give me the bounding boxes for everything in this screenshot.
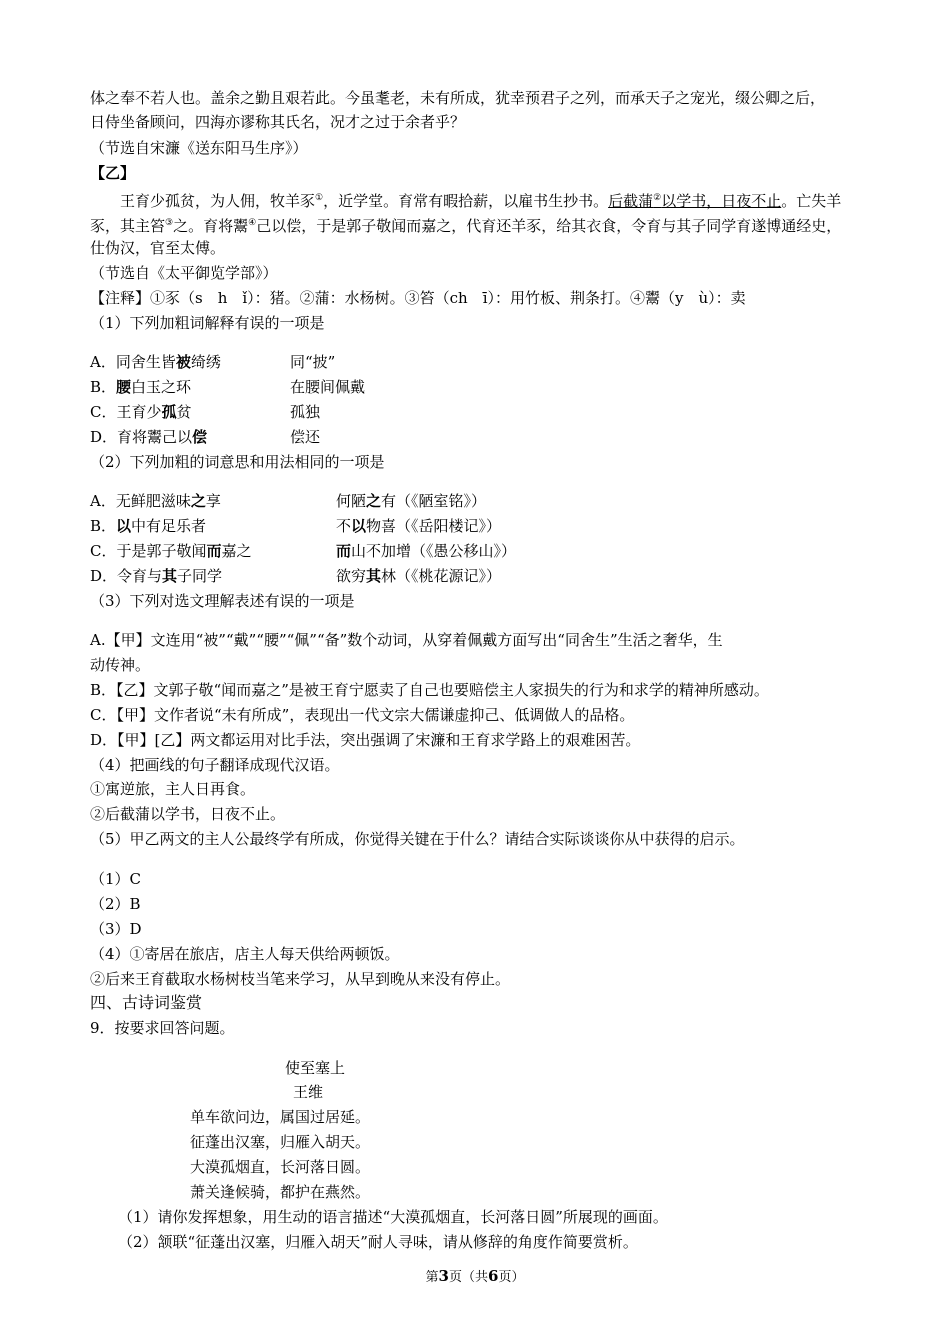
section-heading: 四、古诗词鉴赏 <box>90 993 203 1012</box>
poem-line-1: 单车欲问边，属国过居延。 <box>190 1108 371 1126</box>
yi-source: （节选自《太平御览学部》） <box>90 264 278 282</box>
question-4-sentence-2: ②后截蒲以学书，日夜不止。 <box>90 805 286 823</box>
question-9-stem: 9．按要求回答问题。 <box>90 1019 235 1037</box>
poem-title: 使至塞上 <box>285 1059 346 1077</box>
question-3-option-b: B．【乙】文郭子敬“闻而嘉之”是被王育宁愿卖了自己也要赔偿主人家损失的行为和求学的精神所感动。 <box>90 681 769 699</box>
yi-paragraph-line-2: 豕，其主笞③之。育将鬻④己以偿，于是郭子敬闻而嘉之，代育还羊豕，给其衣食，令育与其子同学育遂博通经史， <box>90 217 842 235</box>
question-1-option-c: C．王育少孤贫 孤独 <box>90 403 321 421</box>
question-3-option-a-line-2: 动传神。 <box>90 656 151 674</box>
poem-question-2: （2）颔联“征蓬出汉塞，归雁入胡天”耐人寻味，请从修辞的角度作简要赏析。 <box>118 1233 638 1251</box>
page-footer: 第3页（共6页） <box>425 1267 525 1285</box>
question-1-stem: （1）下列加粗词解释有误的一项是 <box>90 314 325 332</box>
question-3-stem: （3）下列对选文理解表述有误的一项是 <box>90 592 355 610</box>
question-2-option-c: C．于是郭子敬闻而嘉之 而山不加增（《愚公移山》） <box>90 542 517 560</box>
page-number: 3 <box>438 1267 449 1285</box>
jia-source: （节选自宋濂《送东阳马生序》） <box>90 139 308 157</box>
poem-author: 王维 <box>293 1083 324 1101</box>
question-3-option-a-line-1: A.【甲】文连用“被”“戴”“腰”“佩”“备”数个动词，从穿着佩戴方面写出“同舍生”生活之奢华，生 <box>90 631 723 649</box>
yi-heading: 【乙】 <box>90 164 136 182</box>
question-2-stem: （2）下列加粗的词意思和用法相同的一项是 <box>90 453 385 471</box>
poem-question-1: （1）请你发挥想象，用生动的语言描述“大漠孤烟直，长河落日圆”所展现的画面。 <box>118 1208 668 1226</box>
answer-2: （2）B <box>90 895 141 913</box>
answer-1: （1）C <box>90 870 142 888</box>
poem-line-3: 大漠孤烟直，长河落日圆。 <box>190 1158 371 1176</box>
question-2-option-b: B．以中有足乐者 不以物喜（《岳阳楼记》） <box>90 517 502 535</box>
question-5-stem: （5）甲乙两文的主人公最终学有所成，你觉得关键在于什么？请结合实际谈谈你从中获得的启示。 <box>90 830 745 848</box>
question-4-sentence-1: ①寓逆旅，主人日再食。 <box>90 780 256 798</box>
question-1-option-a: A．同舍生皆被绮绣 同“披” <box>90 353 336 371</box>
question-4-stem: （4）把画线的句子翻译成现代汉语。 <box>90 756 340 774</box>
total-pages: 6 <box>488 1267 499 1285</box>
yi-paragraph-line-1: 王育少孤贫，为人佣，牧羊豕①，近学堂。育常有暇拾薪，以雇书生抄书。后截蒲②以学书，日夜不止。亡失羊 <box>120 192 842 210</box>
yi-paragraph-line-3: 仕伪汉，官至太傅。 <box>90 239 226 257</box>
jia-text-line-2: 日侍坐备顾问，四海亦谬称其氏名，况才之过于余者乎？ <box>90 113 466 131</box>
question-1-option-b: B．腰白玉之环 在腰间佩戴 <box>90 378 366 396</box>
answer-3: （3）D <box>90 920 142 938</box>
question-3-option-c: C．【甲】文作者说“未有所成”，表现出一代文宗大儒谦虚抑己、低调做人的品格。 <box>90 706 635 724</box>
underlined-sentence: 后截蒲②以学书，日夜不止 <box>608 192 782 210</box>
poem-line-4: 萧关逢候骑，都护在燕然。 <box>190 1183 371 1201</box>
answer-4-part-2: ②后来王育截取水杨树枝当笔来学习，从早到晚从来没有停止。 <box>90 970 511 988</box>
answer-4-part-1: （4）①寄居在旅店，店主人每天供给两顿饭。 <box>90 945 400 963</box>
yi-notes: 【注释】①豕（s h ǐ）：猪。②蒲：水杨树。③笞（ch ī）：用竹板、荆条打。④鬻（y ù）：卖 <box>90 289 746 307</box>
jia-text-line-1: 体之奉不若人也。盖余之勤且艰若此。今虽耄老，未有所成，犹幸预君子之列，而承天子之宠光，缀公卿之后， <box>90 89 826 107</box>
question-1-option-d: D．育将鬻己以偿 偿还 <box>90 428 321 446</box>
poem-line-2: 征蓬出汉塞，归雁入胡天。 <box>190 1133 371 1151</box>
question-2-option-a: A．无鲜肥滋味之享 何陋之有（《陋室铭》） <box>90 492 487 510</box>
question-2-option-d: D．令育与其子同学 欲穷其林（《桃花源记》） <box>90 567 502 585</box>
question-3-option-d: D．【甲】[乙】两文都运用对比手法，突出强调了宋濂和王育求学路上的艰难困苦。 <box>90 731 641 749</box>
